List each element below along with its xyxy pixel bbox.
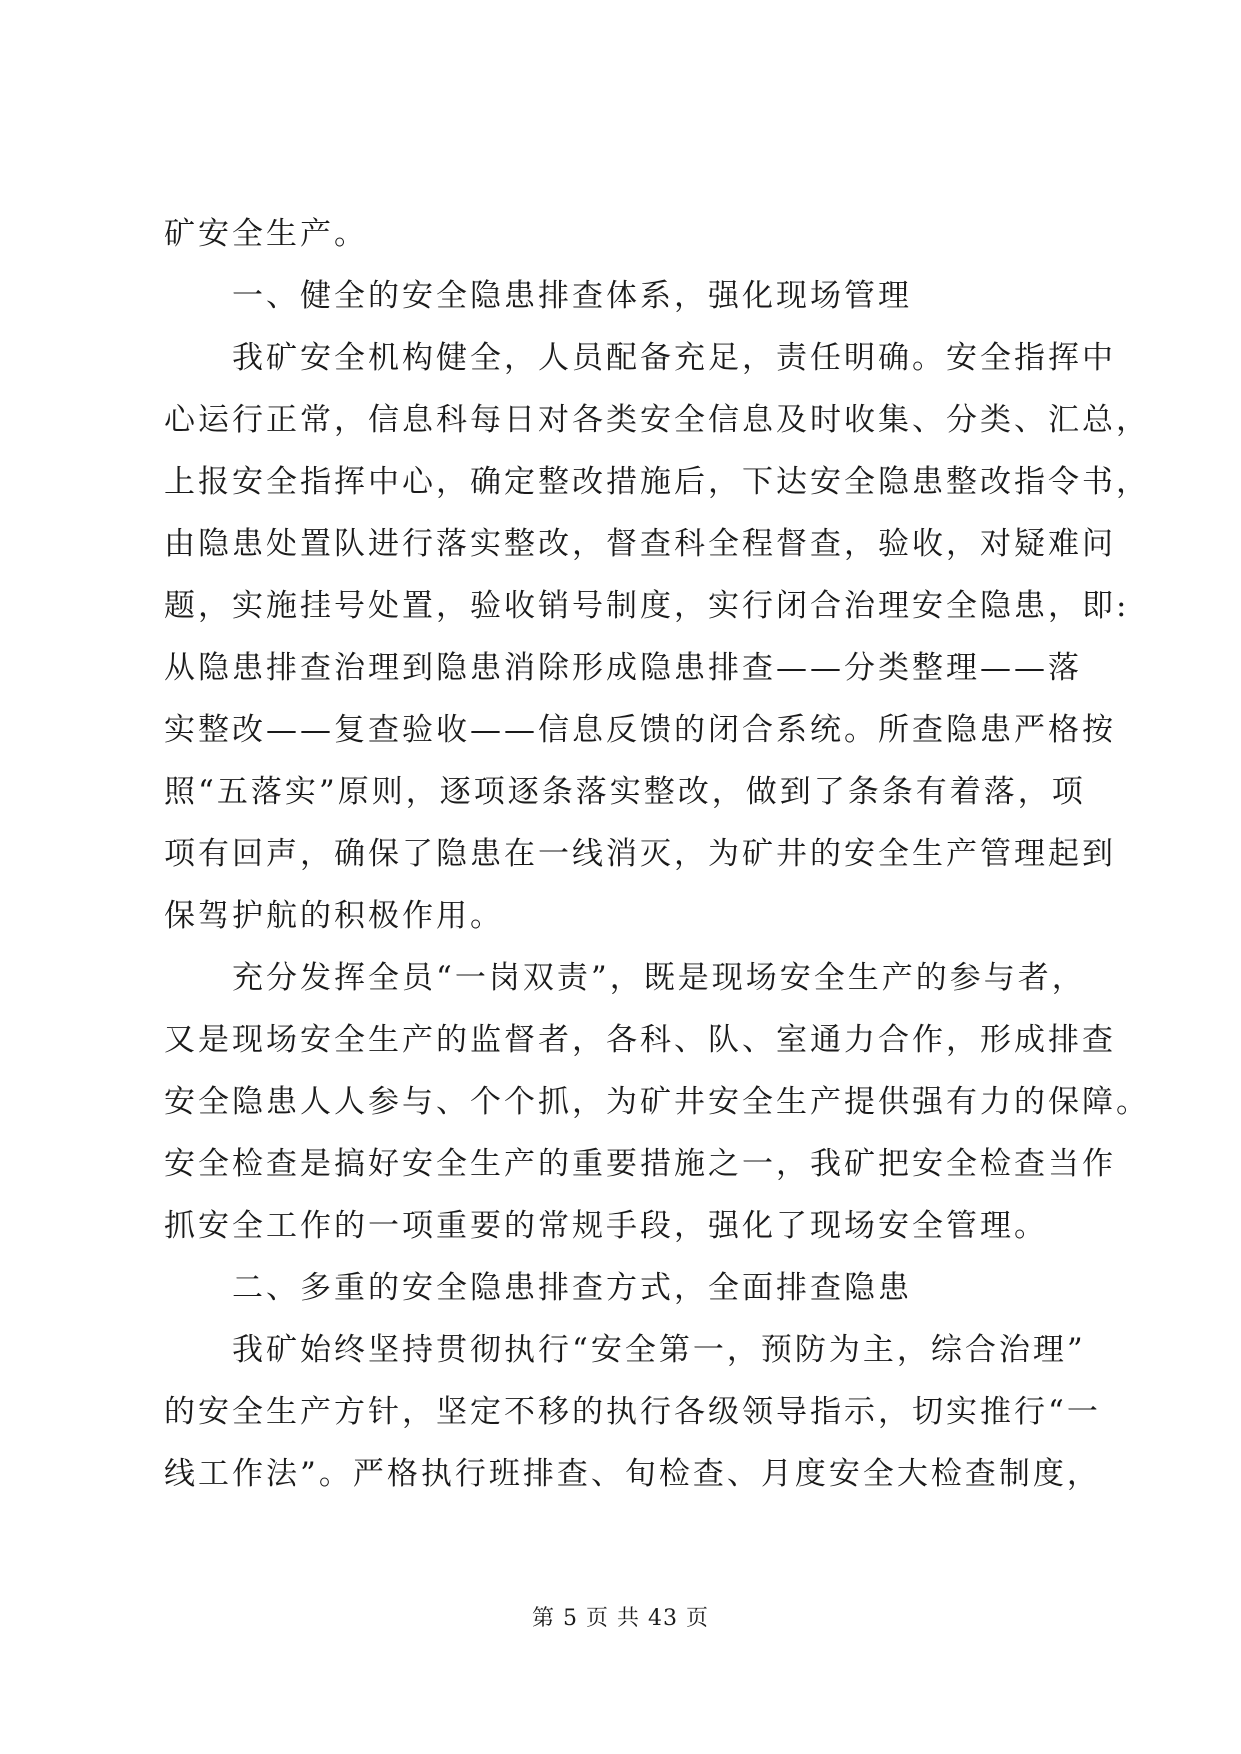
text-line: 项有回声，确保了隐患在一线消灭，为矿井的安全生产管理起到 [164, 836, 1116, 872]
text-line: 又是现场安全生产的监督者，各科、队、室通力合作，形成排查 [164, 1022, 1116, 1058]
text-line: 上报安全指挥中心，确定整改措施后，下达安全隐患整改指令书， [164, 464, 1150, 500]
page-footer: 第 5 页 共 43 页 [532, 1606, 709, 1631]
document-body [164, 203, 1150, 1505]
text-line: 题，实施挂号处置，验收销号制度，实行闭合治理安全隐患，即: [164, 588, 1130, 624]
text-line: 充分发挥全员“一岗双责”，既是现场安全生产的参与者， [232, 960, 1086, 996]
text-line: 矿安全生产。 [164, 216, 368, 252]
text-line: 线工作法”。严格执行班排查、旬检查、月度安全大检查制度， [164, 1456, 1101, 1492]
text-line: 实整改——复查验收——信息反馈的闭合系统。所查隐患严格按 [164, 712, 1116, 748]
text-line: 心运行正常，信息科每日对各类安全信息及时收集、分类、汇总， [164, 402, 1150, 438]
text-line: 保驾护航的积极作用。 [164, 898, 504, 934]
text-line: 我矿始终坚持贯彻执行“安全第一，预防为主，综合治理” [232, 1332, 1086, 1368]
text-line: 安全检查是搞好安全生产的重要措施之一，我矿把安全检查当作 [164, 1146, 1116, 1182]
text-line: 一、健全的安全隐患排查体系，强化现场管理 [232, 278, 912, 314]
text-line: 从隐患排查治理到隐患消除形成隐患排查——分类整理——落 [164, 650, 1082, 686]
text-line: 安全隐患人人参与、个个抓，为矿井安全生产提供强有力的保障。 [164, 1084, 1150, 1120]
text-line: 抓安全工作的一项重要的常规手段，强化了现场安全管理。 [164, 1208, 1048, 1244]
text-line: 我矿安全机构健全，人员配备充足，责任明确。安全指挥中 [232, 340, 1116, 376]
text-line: 二、多重的安全隐患排查方式，全面排查隐患 [232, 1270, 912, 1306]
text-line: 照“五落实”原则，逐项逐条落实整改，做到了条条有着落，项 [164, 774, 1086, 810]
text-line: 的安全生产方针，坚定不移的执行各级领导指示，切实推行“一 [164, 1394, 1101, 1430]
text-line: 由隐患处置队进行落实整改，督查科全程督查，验收，对疑难问 [164, 526, 1116, 562]
